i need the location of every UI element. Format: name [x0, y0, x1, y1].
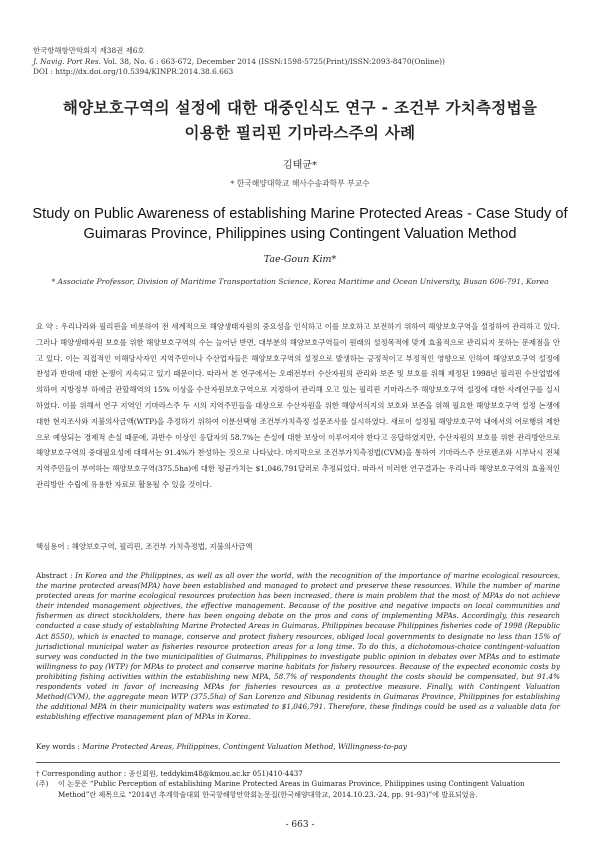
journal-citation	[33, 57, 445, 68]
keywords-kr: 핵심용어 : 해양보호구역, 필리핀, 조건부 가치측정법, 지불의사금액	[36, 542, 253, 551]
corresponding-author: † Corresponding author : 종신회원, teddykim48@kmou.ac.kr 051)410-4437	[36, 769, 303, 778]
affiliation-en: * Associate Professor, Division of Maritime Transportation Science, Korea Maritime and Ocean University, Busan 606-791, Korea	[51, 277, 549, 286]
paper-title-en-line1: Study on Public Awareness of establishing Marine Protected Areas - Case Study of	[32, 206, 568, 222]
abstract-en	[36, 571, 560, 722]
journal-volume-issn: Vol. 38, No. 6 : 663-672, December 2014 (ISSN:1598-5725(Print)/ISSN:2093-8470(Online))	[100, 56, 445, 66]
paper-title-kr-line1: 해양보호구역의 설정에 대한 대중인식도 연구 - 조건부 가치측정법을	[62, 99, 538, 117]
page-number: - 663 -	[285, 820, 315, 830]
footnotes	[36, 769, 560, 800]
journal-doi[interactable]: DOI : http://dx.doi.org/10.5394/KINPR.2014.38.6.663	[33, 67, 234, 77]
journal-name-kr: 한국항해항만학회지 제38권 제6호	[33, 46, 145, 55]
paper-title-en	[20, 204, 580, 244]
paper-title-kr-line2: 이용한 필리핀 기마라스주의 사례	[184, 124, 416, 142]
abstract-kr: 요 약 : 우리나라와 필리핀을 비롯하여 전 세계적으로 해양생태자원의 중요성을 인식하고 이를 보호하고 보전하기 위하여 해양보호구역을 설정하여 관리하고 있다. 그러나 해양생태자원 보호를 위한 해양보호구역의 수는 늘어난 반면, 대부분의 해양보호구역들이 원래의 설정목적에 맞게 효율적으로 관리되지 못하는 문제점을 안고 있다. 이는 직접적인 이해당사자인 지역주민이나 수산업자들은 해양보호구역의 설정으로 발생하는 긍정적이고 부정적인 영향으로 인하여 해양보호구역 설정에 찬성과 반대에 대한 논쟁이 지속되고 있기 때문이다. 따라서 본 연구에서는 오래전부터 수산자원의 관리와 보존 및 보호를 위해 제정된 1998년 필리핀 수산업법에 의하여 지방정부 하에금 관할해역의 15% 이상을 수산자원보호구역으로 지정하여 관리해 오고 있는 필리핀 기마라스주 해양보호구역 설정에 대한 사례연구를 실시하였다. 이를 위해서 연구 지역인 기마라스주 두 시의 지역주민들을 대상으로 수산자원을 위한 해양서식지의 보호와 보존을 위해 필요한 해양보호구역 설정 논쟁에 대한 현지조사와 지불의사금액(WTP)을 추정하기 위하여 이분선택형 조건부가치측정 설문조사를 실시하였다. 새로이 설정될 해양보호구역 내에서의 어로행위 제한으로 예상되는 경제적 손실 때문에, 과반수 이상인 응답자의 58.7%는 손실에 대한 보상이 이루어져야 한다고 응답하였지만, 수산자원의 보호를 위한 관리방안으로 해양보호구역의 중대필요성에 대해서는 91.4%가 찬성하는 것으로 나타났다. 마지막으로 조건부가치측정법(CVM)을 통하여 기마라스주 산로렌조와 시부낙시 전체 지역주민들이 부여하는 해양보호구역(375.5ha)에 대한 평균가치는 $1,046,791달러로 추정되었다. 따라서 이러한 연구결과는 우리나라 해양보호구역의 효율적인 관리방안 수립에 유용한 자료로 활용될 수 있을 것이다.	[36, 322, 560, 489]
paper-title-en-line2: Guimaras Province, Philippines using Contingent Valuation Method	[83, 226, 517, 242]
author-kr: 김태균*	[283, 160, 317, 171]
abstract-en-text: In Korea and the Philippines, as well as all over the world, with the recognition of the importance of marine ecological resources, the marine protected areas(MPA) have been established and managed to protect and preserve these resources. While the number of marine protected areas for marine ecological resources protection has been increased, there is main problem that the most of MPAs do not achieve their intended management objectives, the effective management. Because of the positive and negative impacts on local communities and fishermen as direct stockholders, there has been ongoing debate on the pros and cons of implementing MPAs. Accordingly, this research conducted a case study of establishing Marine Protected Areas in Guimaras, Philippines because Philippines fisheries code of 1998 (Republic Act 8550), which is enacted to manage, conserve and protect fishery resources, obliged local governments to designate no less than 15% of jurisdictional municipal water as fisheries resource protection areas for a long time. To do this, a dichotomous-choice contingent-valuation survey was conducted in the two municipalities of Guimaras, Philippines to investigate public opinion in debates over MPAs and to estimate willingness to pay (WTP) for MPAs to protect and conserve marine habitats for fishery resources. Because of the expected economic costs by prohibiting fishing activities within the establishing new MPA, 58.7% of respondents thought the costs should be compensated, but 91.4% respondents voted in favor of increasing MPAs for fisheries resources as a protective measure. Finally, with Contingent Valuation Method(CVM), the aggregate mean WTP (375.5ha) of San Lorenzo and Sibunag residents in Guimaras Province, Philippines for establishing the additional MPA in their municipality waters was estimated to $1,046,791. Therefore, these findings could be used as a valuable data for establishing effective management plan of MPAs in Korea.	[36, 571, 560, 722]
footnote-divider	[36, 762, 560, 763]
journal-header	[33, 46, 445, 78]
note-mark: (주)	[36, 779, 49, 789]
journal-abbrev: J. Navig. Port Res.	[33, 56, 101, 66]
author-en: Tae-Goun Kim*	[263, 254, 337, 265]
note-text: 이 논문은 “Public Perception of establishing Marine Protected Areas in Guimaras Province, Philippines using Contingent Valuation Method”란 제목으로 “2014년 추계학술대회 한국항해항만학회논문집(한국해양대학교, 2014.10.23.-24, pp. 91-93)”에 발표되었음.	[58, 779, 525, 799]
keywords-en-text: Marine Protected Areas, Philippines, Contingent Valuation Method, Willingness-to-pay	[82, 742, 407, 751]
paper-title-kr	[0, 96, 600, 146]
affiliation-kr: * 한국해양대학교 해사수송과학부 부교수	[230, 179, 370, 188]
keywords-en	[36, 742, 560, 751]
abstract-en-label: Abstract :	[36, 571, 76, 580]
presentation-note	[36, 779, 560, 800]
keywords-en-label: Key words :	[36, 742, 83, 751]
